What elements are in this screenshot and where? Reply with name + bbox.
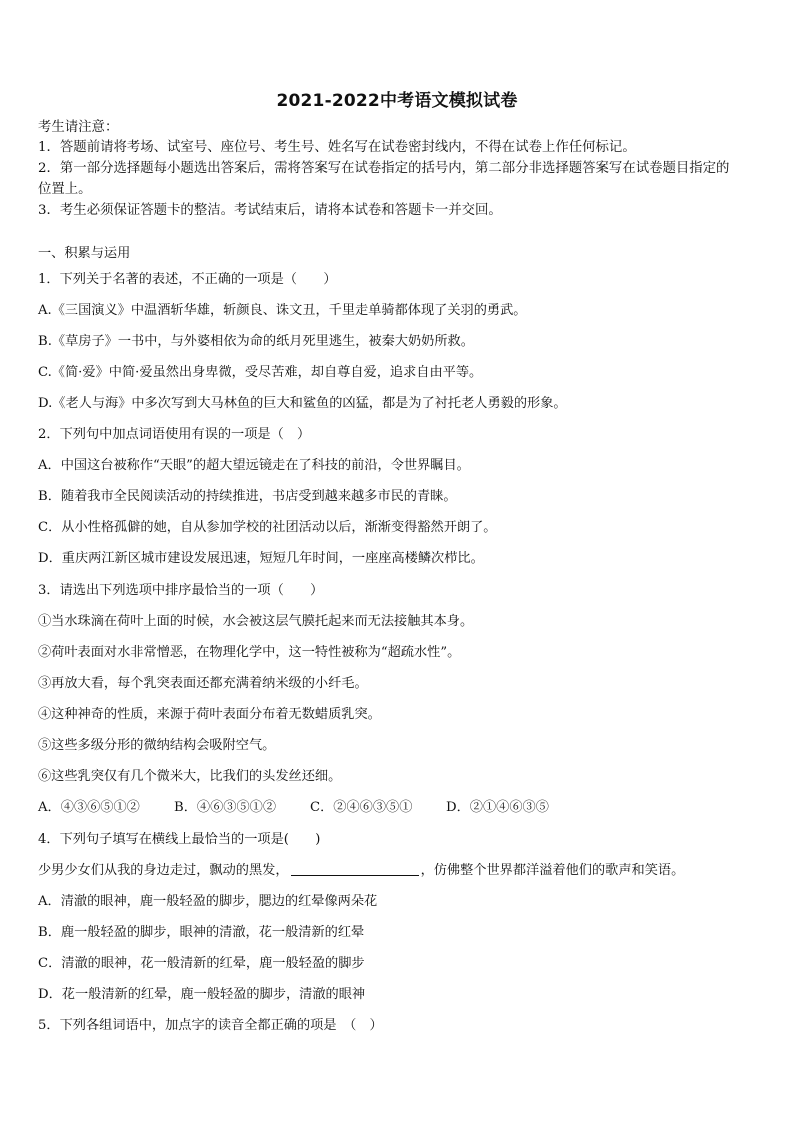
sentence-1: ①当水珠滴在荷叶上面的时候，水会被这层气膜托起来而无法接触其本身。 bbox=[38, 614, 474, 629]
option-a: A．中国这台被称作“天眼”的超大望远镜走在了科技的前沿，令世界瞩目。 bbox=[38, 458, 470, 473]
sentence-4: ④这种神奇的性质，来源于荷叶表面分布着无数蜡质乳突。 bbox=[38, 707, 381, 722]
option-a: A．④③⑥⑤①② bbox=[38, 800, 140, 815]
question-stem: 4．下列句子填写在横线上最恰当的一项是( ) bbox=[38, 832, 321, 847]
option-d: D．重庆两江新区城市建设发展迅速，短短几年时间，一座座高楼鳞次栉比。 bbox=[38, 551, 484, 566]
option-b: B.《草房子》一书中，与外婆相依为命的纸月死里逃生，被秦大奶奶所救。 bbox=[38, 334, 474, 349]
question-stem: 5．下列各组词语中，加点字的读音全都正确的项是 （ ） bbox=[38, 1018, 383, 1033]
notice-heading: 考生请注意： bbox=[38, 120, 119, 135]
question-stem: 2．下列句中加点词语使用有误的一项是（ ） bbox=[38, 427, 311, 442]
sentence-before-blank: 少男少女们从我的身边走过，飘动的黑发， bbox=[38, 863, 289, 878]
option-b: B．④⑥③⑤①② bbox=[174, 800, 277, 815]
notice-item: 3．考生必须保证答题卡的整洁。考试结束后，请将本试卷和答题卡一并交回。 bbox=[38, 203, 502, 218]
option-b: B．随着我市全民阅读活动的持续推进，书店受到越来越多市民的青睐。 bbox=[38, 489, 457, 504]
sentence-2: ②荷叶表面对水非常憎恶，在物理化学中，这一特性被称为“超疏水性”。 bbox=[38, 645, 461, 660]
option-d: D.《老人与海》中多次写到大马林鱼的巨大和鲨鱼的凶猛，都是为了衬托老人勇毅的形象。 bbox=[38, 396, 567, 411]
option-d: D．②①④⑥③⑤ bbox=[446, 800, 549, 815]
options-row bbox=[38, 799, 763, 817]
section-heading: 一、积累与运用 bbox=[38, 246, 131, 261]
option-b: B．鹿一般轻盈的脚步，眼神的清澈，花一般清新的红晕 bbox=[38, 925, 365, 940]
option-c: C．清澈的眼神，花一般清新的红晕，鹿一般轻盈的脚步 bbox=[38, 956, 365, 971]
question-stem: 1．下列关于名著的表述，不正确的一项是（ ） bbox=[38, 272, 337, 287]
sentence-after-blank: ，仿佛整个世界都洋溢着他们的歌声和笑语。 bbox=[420, 863, 685, 878]
option-a: A.《三国演义》中温酒斩华雄，斩颜良、诛文丑，千里走单骑都体现了关羽的勇武。 bbox=[38, 303, 527, 318]
sentence-5: ⑤这些多级分形的微纳结构会吸附空气。 bbox=[38, 738, 276, 753]
answer-blank bbox=[291, 863, 419, 876]
option-c: C．②④⑥③⑤① bbox=[310, 800, 413, 815]
fill-sentence bbox=[38, 862, 763, 880]
option-a: A．清澈的眼神，鹿一般轻盈的脚步，腮边的红晕像两朵花 bbox=[38, 894, 378, 909]
sentence-6: ⑥这些乳突仅有几个微米大，比我们的头发丝还细。 bbox=[38, 769, 342, 784]
notice-item: 2．第一部分选择题每小题选出答案后，需将答案写在试卷指定的括号内，第二部分非选择题答案写在试卷题目指定的 bbox=[38, 161, 730, 176]
question-stem: 3．请选出下列选项中排序最恰当的一项（ ） bbox=[38, 583, 324, 598]
option-c: C.《简·爱》中简·爱虽然出身卑微，受尽苦难，却自尊自爱，追求自由平等。 bbox=[38, 365, 483, 380]
page-title: 2021-2022中考语文模拟试卷 bbox=[276, 91, 518, 111]
option-d: D．花一般清新的红晕，鹿一般轻盈的脚步，清澈的眼神 bbox=[38, 987, 366, 1002]
notice-item: 1．答题前请将考场、试室号、座位号、考生号、姓名写在试卷密封线内，不得在试卷上作任何标记。 bbox=[38, 140, 636, 155]
sentence-3: ③再放大看，每个乳突表面还都充满着纳米级的小纤毛。 bbox=[38, 676, 368, 691]
option-c: C．从小性格孤僻的她，自从参加学校的社团活动以后，渐渐变得豁然开朗了。 bbox=[38, 520, 497, 535]
notice-item: 位置上。 bbox=[38, 182, 92, 197]
